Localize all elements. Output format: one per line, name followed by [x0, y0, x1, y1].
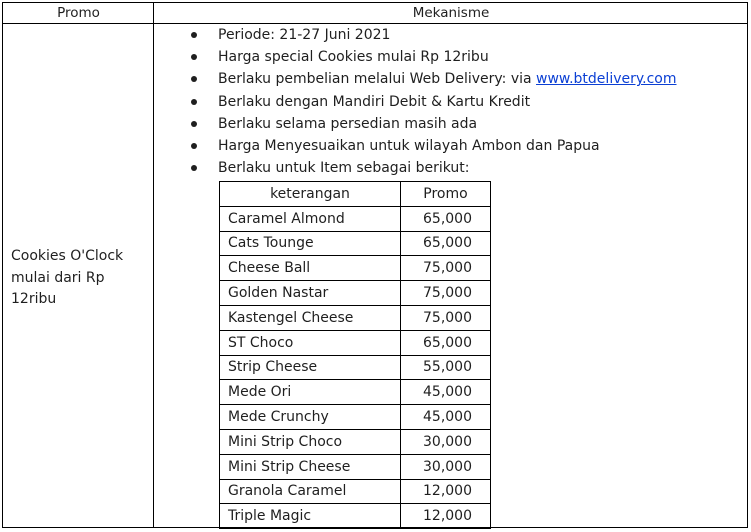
item-price: 12,000: [401, 504, 491, 529]
item-name: Mini Strip Choco: [220, 429, 401, 454]
table-row: [220, 380, 491, 405]
table-row: [220, 330, 491, 355]
mechanism-text: Harga Menyesuaikan untuk wilayah Ambon dan Papua: [218, 137, 600, 154]
items-table: [219, 181, 491, 529]
promo-description: Cookies O'Clock mulai dari Rp 12ribu: [11, 248, 124, 307]
item-price: 30,000: [401, 454, 491, 479]
mechanism-item: [188, 135, 677, 157]
items-header-promo: Promo: [401, 182, 491, 207]
item-price: 12,000: [401, 479, 491, 504]
mechanism-item: [188, 24, 677, 46]
item-price: 75,000: [401, 281, 491, 306]
column-divider: [153, 3, 154, 527]
item-price: 45,000: [401, 380, 491, 405]
mechanism-item: [188, 157, 677, 179]
bullet-icon: [191, 32, 197, 38]
mechanism-item: [188, 68, 677, 90]
item-price: 65,000: [401, 206, 491, 231]
item-name: Golden Nastar: [220, 281, 401, 306]
item-name: Mini Strip Cheese: [220, 454, 401, 479]
mechanism-text: Harga special Cookies mulai Rp 12ribu: [218, 49, 489, 66]
bullet-icon: [191, 76, 197, 82]
table-row: [220, 504, 491, 529]
item-price: 75,000: [401, 256, 491, 281]
item-name: Mede Crunchy: [220, 405, 401, 430]
mechanism-item: [188, 91, 677, 113]
bullet-icon: [191, 54, 197, 60]
item-price: 55,000: [401, 355, 491, 380]
mechanism-text: Berlaku dengan Mandiri Debit & Kartu Kredit: [218, 93, 531, 110]
item-name: Caramel Almond: [220, 206, 401, 231]
mechanism-text: Berlaku selama persedian masih ada: [218, 115, 478, 132]
item-name: Granola Caramel: [220, 479, 401, 504]
item-name: Cheese Ball: [220, 256, 401, 281]
btdelivery-link[interactable]: www.btdelivery.com: [536, 71, 677, 88]
item-name: Mede Ori: [220, 380, 401, 405]
item-name: Triple Magic: [220, 504, 401, 529]
item-name: Kastengel Cheese: [220, 305, 401, 330]
mechanism-text: Berlaku untuk Item sebagai berikut:: [218, 160, 470, 177]
header-mekanisme: Mekanisme: [412, 5, 490, 21]
item-price: 75,000: [401, 305, 491, 330]
items-header-keterangan: keterangan: [220, 182, 401, 207]
bullet-icon: [191, 99, 197, 105]
table-row: [220, 231, 491, 256]
table-row: [220, 256, 491, 281]
table-row: [220, 305, 491, 330]
table-row: [220, 206, 491, 231]
header-promo: Promo: [57, 5, 100, 21]
bullet-icon: [191, 143, 197, 149]
mechanism-text: Berlaku pembelian melalui Web Delivery: via: [218, 71, 537, 88]
mechanism-text: Periode: 21-27 Juni 2021: [218, 27, 391, 43]
mechanism-item: [188, 46, 677, 68]
table-row: [220, 454, 491, 479]
items-header-row: [220, 182, 491, 207]
item-price: 65,000: [401, 330, 491, 355]
table-row: [220, 405, 491, 430]
table-row: [220, 429, 491, 454]
header-row: [3, 3, 747, 24]
item-name: Cats Tounge: [220, 231, 401, 256]
item-price: 30,000: [401, 429, 491, 454]
table-row: [220, 281, 491, 306]
table-row: [220, 355, 491, 380]
bullet-icon: [191, 165, 197, 171]
item-price: 45,000: [401, 405, 491, 430]
mechanism-list: [188, 24, 677, 179]
item-price: 65,000: [401, 231, 491, 256]
bullet-icon: [191, 121, 197, 127]
item-name: ST Choco: [220, 330, 401, 355]
mechanism-item: [188, 113, 677, 135]
table-row: [220, 479, 491, 504]
item-name: Strip Cheese: [220, 355, 401, 380]
